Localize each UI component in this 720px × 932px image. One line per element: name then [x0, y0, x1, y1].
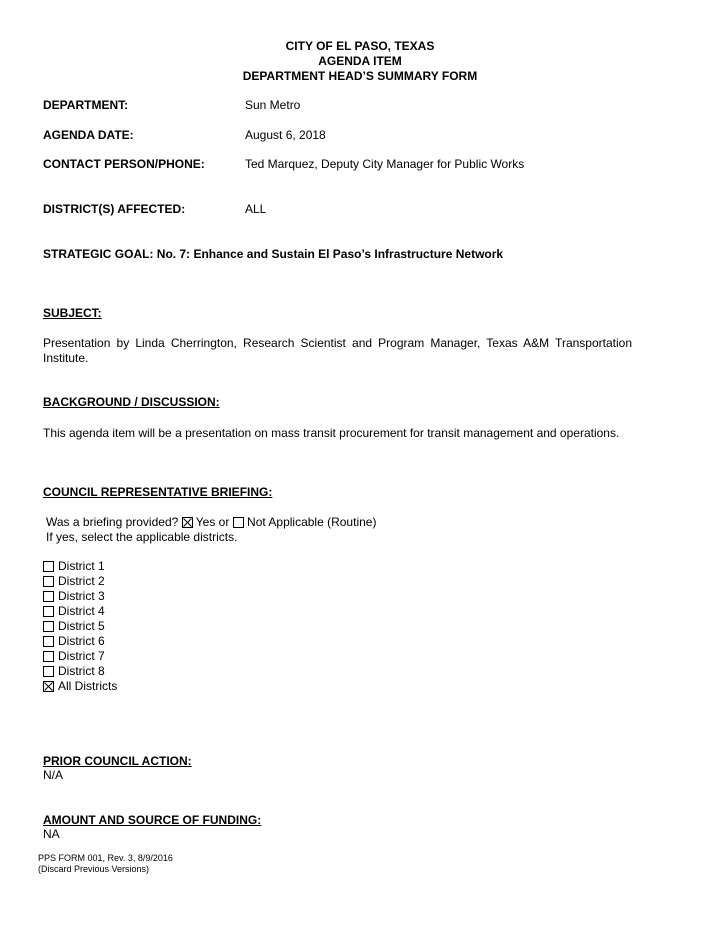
district-8-checkbox[interactable]	[43, 666, 54, 677]
district-6-label: District 6	[58, 634, 105, 648]
district-row-2	[43, 574, 105, 589]
district-3-label: District 3	[58, 589, 105, 603]
subject-heading: SUBJECT:	[43, 306, 102, 320]
district-5-checkbox[interactable]	[43, 621, 54, 632]
checkbox-x-icon	[44, 682, 53, 691]
footer-form-number: PPS FORM 001, Rev. 3, 8/9/2016	[38, 853, 173, 863]
district-2-label: District 2	[58, 574, 105, 588]
funding-value: NA	[43, 827, 60, 841]
background-heading: BACKGROUND / DISCUSSION:	[43, 395, 220, 409]
strategic-goal: STRATEGIC GOAL: No. 7: Enhance and Sustain El Paso’s Infrastructure Network	[43, 247, 504, 261]
background-body: This agenda item will be a presentation on mass transit procurement for transit management and operations.	[43, 426, 620, 440]
briefing-yes-checkbox[interactable]	[182, 517, 193, 528]
district-4-label: District 4	[58, 604, 105, 618]
funding-heading: AMOUNT AND SOURCE OF FUNDING:	[43, 813, 262, 827]
district-6-checkbox[interactable]	[43, 636, 54, 647]
briefing-na-label: Not Applicable (Routine)	[247, 515, 377, 529]
district-row-8	[43, 664, 105, 679]
district-row-all	[43, 679, 117, 694]
districts-affected-value: ALL	[245, 202, 267, 216]
header-city: CITY OF EL PASO, TEXAS	[285, 39, 435, 53]
all-districts-label: All Districts	[58, 679, 118, 693]
district-8-label: District 8	[58, 664, 105, 678]
district-1-label: District 1	[58, 559, 105, 573]
contact-label: CONTACT PERSON/PHONE:	[43, 157, 205, 171]
district-4-checkbox[interactable]	[43, 606, 54, 617]
district-1-checkbox[interactable]	[43, 561, 54, 572]
district-3-checkbox[interactable]	[43, 591, 54, 602]
all-districts-checkbox[interactable]	[43, 681, 54, 692]
district-2-checkbox[interactable]	[43, 576, 54, 587]
checkbox-x-icon	[183, 518, 192, 527]
briefing-question-row	[46, 515, 376, 530]
header-agenda-item: AGENDA ITEM	[318, 54, 402, 68]
contact-value: Ted Marquez, Deputy City Manager for Public Works	[245, 157, 525, 171]
prior-action-value: N/A	[43, 768, 64, 782]
footer-discard-note: (Discard Previous Versions)	[38, 864, 150, 874]
district-row-4	[43, 604, 105, 619]
subject-body: Presentation by Linda Cherrington, Research Scientist and Program Manager, Texas A&M Transportation Institute.	[43, 336, 632, 365]
district-row-7	[43, 649, 105, 664]
prior-action-heading: PRIOR COUNCIL ACTION:	[43, 754, 192, 768]
districts-affected-label: DISTRICT(S) AFFECTED:	[43, 202, 186, 216]
district-row-5	[43, 619, 105, 634]
department-value: Sun Metro	[245, 98, 301, 112]
agenda-date-value: August 6, 2018	[245, 128, 326, 142]
briefing-yes-label: Yes or	[195, 515, 230, 529]
district-7-label: District 7	[58, 649, 105, 663]
district-5-label: District 5	[58, 619, 105, 633]
briefing-question: Was a briefing provided?	[46, 515, 179, 529]
briefing-heading: COUNCIL REPRESENTATIVE BRIEFING:	[43, 485, 273, 499]
department-label: DEPARTMENT:	[43, 98, 129, 112]
district-row-3	[43, 589, 105, 604]
district-row-6	[43, 634, 105, 649]
header-form-title: DEPARTMENT HEAD’S SUMMARY FORM	[242, 69, 478, 83]
district-7-checkbox[interactable]	[43, 651, 54, 662]
district-row-1	[43, 559, 105, 574]
briefing-instruction: If yes, select the applicable districts.	[46, 530, 238, 544]
briefing-na-checkbox[interactable]	[233, 517, 244, 528]
agenda-date-label: AGENDA DATE:	[43, 128, 134, 142]
